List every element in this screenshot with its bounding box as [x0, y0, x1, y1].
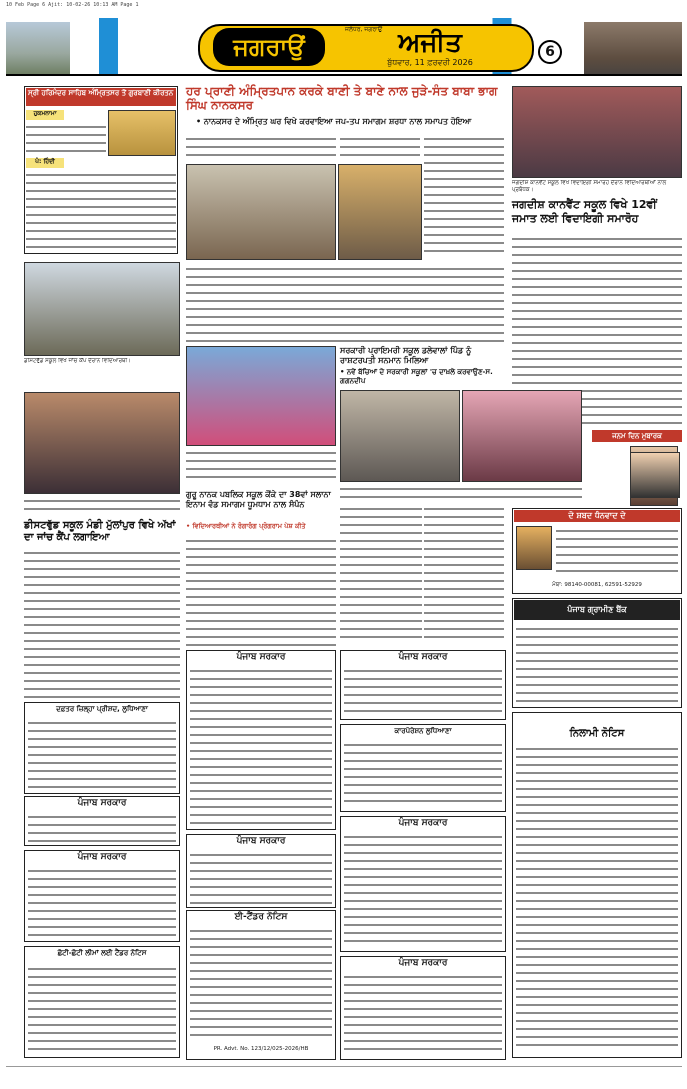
lead-text-2: [340, 134, 420, 162]
left-headline: ਡੀਸਟਵੁੱਡ ਸਕੂਲ ਮੰਡੀ ਮੁੱਲਾਂਪੁਰ ਵਿਖੇ ਅੱਖਾਂ ਦਾ ਜਾਂਚ ਕੈਂਪ ਲਗਾਇਆ: [24, 520, 176, 543]
person-photo: [630, 452, 680, 498]
ad-city-title: ਕਾਰਪੋਰੇਸ਼ਨ ਲੁਧਿਆਣਾ: [394, 727, 452, 735]
ad-bank-title: ਪੰਜਾਬ ਗ੍ਰਾਮੀਣ ਬੈਂਕ: [514, 600, 680, 620]
section-title: ਜਗਰਾਉਂ: [213, 28, 325, 66]
header-photo-right: [584, 22, 682, 74]
mid-text-2: [340, 504, 422, 644]
ad-short-tender-title: ਛੋਟੀ-ਛੋਟੀ ਲੀਮਾਂ ਲਈ ਟੈਂਡਰ ਨੋਟਿਸ: [57, 949, 147, 957]
event-photo: [186, 346, 336, 446]
ad-ps4-title: ਪੰਜਾਬ ਸਰਕਾਰ: [236, 836, 286, 846]
mid-headline: ਗੁਰੂ ਨਾਨਕ ਪਬਲਿਕ ਸਕੂਲ ਕੌਂਕੇ ਦਾ 38ਵਾਂ ਸਲਾਨਾ ਇਨਾਮ ਵੰਡ ਸਮਾਗਮ ਧੂਮਧਾਮ ਨਾਲ ਸੰਪੰਨ: [186, 490, 331, 509]
farewell-photo: [512, 86, 682, 178]
ad-ps3-text: [190, 666, 332, 826]
school-subhead: • ਨਵੇਂ ਬੱਚਿਆਂ ਦੇ ਸਰਕਾਰੀ ਸਕੂਲਾਂ 'ਚ ਦਾਖ਼ਲੇ ਕਰਵਾਉਣ-ਸ. ਗਗਨਦੀਪ: [340, 368, 493, 385]
ad-ps1-title: ਪੰਜਾਬ ਸਰਕਾਰ: [77, 798, 127, 808]
birthday-label: ਜਨਮ ਦਿਨ ਮੁਬਾਰਕ: [592, 430, 682, 442]
thanks-photo: [516, 526, 552, 570]
camp-caption: ਡੀਸਟਵੁੱਡ ਸਕੂਲ ਵਿਖੇ ਜਾਂਚ ਕੈਂਪ ਦੌਰਾਨ ਵਿਦਿਆਰਥੀ।: [24, 358, 131, 364]
print-meta: 10 Feb Page 6 Ajit: 10-02-26 10:13 AM Page 1: [6, 2, 139, 8]
thanks-text: [556, 526, 678, 578]
mid-text-3: [424, 504, 504, 644]
cities: ਜਲੰਧਰ, ਜਗਰਾਉਂ: [345, 26, 383, 33]
lead-text-1: [186, 134, 336, 162]
header-photo-left: [6, 22, 70, 74]
ad-dairy-title: ਦਫ਼ਤਰ ਜ਼ਿਲ੍ਹਾ ਪ੍ਰੀਸ਼ਦ, ਲੁਧਿਆਣਾ: [56, 705, 148, 713]
page-number: 6: [538, 40, 562, 64]
lead-text-4: [186, 264, 504, 342]
ad-ps5-text: [344, 666, 502, 716]
event-caption: [186, 448, 336, 484]
school-photo-1: [340, 390, 460, 482]
hindi-label: ਪੰ: ਹਿੰਦੀ: [26, 158, 64, 168]
ad-ps7-title: ਪੰਜਾਬ ਸਰਕਾਰ: [398, 958, 448, 968]
ad-auction-title: ਨਿਲਾਮੀ ਨੋਟਿਸ: [569, 728, 625, 739]
ad-tender-text: [190, 926, 332, 1038]
ad-bank-text: [516, 624, 678, 704]
ad-short-tender-text: [28, 964, 176, 1054]
award-photo: [24, 392, 180, 494]
mid-subhead: • ਵਿਦਿਆਰਥੀਆਂ ਨੇ ਰੰਗਾਰੰਗ ਪ੍ਰੋਗਰਾਮ ਪੇਸ਼ ਕੀਤੇ: [186, 522, 306, 530]
lead-subhead: • ਨਾਨਕਸਰ ਦੇ ਅੰਮ੍ਰਿਤ ਘਰ ਵਿਖੇ ਕਰਵਾਇਆ ਜਪ-ਤਪ ਸਮਾਗਮ ਸ਼ਰਧਾ ਨਾਲ ਸਮਾਪਤ ਹੋਇਆ: [196, 117, 472, 126]
left-text: [24, 548, 180, 698]
ad-ps6-text: [344, 832, 502, 948]
ad-tender-title: ਈ-ਟੈਂਡਰ ਨੋਟਿਸ: [234, 912, 288, 922]
lead-headline: ਹਰ ਪ੍ਰਾਣੀ ਅੰਮ੍ਰਿਤਪਾਨ ਕਰਕੇ ਬਾਣੀ ਤੇ ਬਾਣੇ ਨਾਲ ਜੁੜੇ-ਸੰਤ ਬਾਬਾ ਭਾਗ ਸਿੰਘ ਨਾਨਕਸਰ: [186, 84, 498, 112]
ad-city-text: [344, 740, 502, 808]
camp-photo: [24, 262, 180, 356]
ad-ps7-text: [344, 972, 502, 1056]
paper-name: ਅਜੀਤ: [398, 28, 462, 58]
lead-photo-2: [338, 164, 422, 260]
ad-ps3-title: ਪੰਜਾਬ ਸਰਕਾਰ: [236, 652, 286, 662]
ad-ps6-title: ਪੰਜਾਬ ਸਰਕਾਰ: [398, 818, 448, 828]
footer-rule: [6, 1066, 682, 1067]
thanks-title: ਦੋ ਸ਼ਬਦ ਧੰਨਵਾਦ ਦੇ: [514, 510, 680, 522]
mid-text-1: [186, 536, 336, 646]
hukamnama-text: [26, 122, 106, 154]
school-photo-2: [462, 390, 582, 482]
ad-ps1-text: [28, 812, 176, 842]
award-caption: [24, 496, 180, 516]
ad-ps4-text: [190, 850, 332, 904]
lead-photo-1: [186, 164, 336, 260]
ad-dairy-text: [28, 718, 176, 788]
school-caption: [340, 484, 582, 502]
hukamnama-label: ਹੁਕਮਨਾਮਾ: [26, 110, 64, 120]
ad-ps5-title: ਪੰਜਾਬ ਸਰਕਾਰ: [398, 652, 448, 662]
golden-temple-photo: [108, 110, 176, 156]
ad-ps2-text: [28, 866, 176, 938]
lead-text-3: [424, 134, 504, 258]
ad-ps2-title: ਪੰਜਾਬ ਸਰਕਾਰ: [77, 852, 127, 862]
gurbani-title: ਸ੍ਰੀ ਹਰਿਮੰਦਰ ਸਾਹਿਬ ਅੰਮ੍ਰਿਤਸਰ ਤੋਂ ਗੁਰਬਾਣੀ ਕੀਰਤਨ: [26, 88, 176, 106]
farewell-headline: ਜਗਦੀਸ਼ ਕਾਨਵੈਂਟ ਸਕੂਲ ਵਿਖੇ 12ਵੀਂ ਜਮਾਤ ਲਈ ਵਿਦਾਇਗੀ ਸਮਾਰੋਹ: [512, 198, 657, 225]
thanks-phone: ਮੋਬਾ: 98140-00081, 62591-52929: [552, 582, 642, 588]
farewell-caption: ਜਗਦੀਸ਼ ਕਾਨਵੈਂਟ ਸਕੂਲ ਵਿਖੇ ਵਿਦਾਇਗੀ ਸਮਾਰੋਹ ਦੌਰਾਨ ਵਿਦਿਆਰਥੀਆਂ ਨਾਲ ਪ੍ਰਬੰਧਕ।: [512, 180, 667, 193]
hindi-text: [26, 170, 176, 250]
issue-date: ਬੁੱਧਵਾਰ, 11 ਫ਼ਰਵਰੀ 2026: [387, 58, 473, 67]
school-headline: ਸਰਕਾਰੀ ਪ੍ਰਾਇਮਰੀ ਸਕੂਲ ਡਲੇਵਾਲਾਂ ਪਿੰਡ ਨੂੰ ਰਾਸ਼ਟਰਪਤੀ ਸਨਮਾਨ ਮਿਲਿਆ: [340, 346, 472, 365]
ad-tender-pr: PR. Advt. No. 123/12/025-2026/HB: [213, 1046, 309, 1052]
ad-auction-text: [516, 744, 678, 1050]
